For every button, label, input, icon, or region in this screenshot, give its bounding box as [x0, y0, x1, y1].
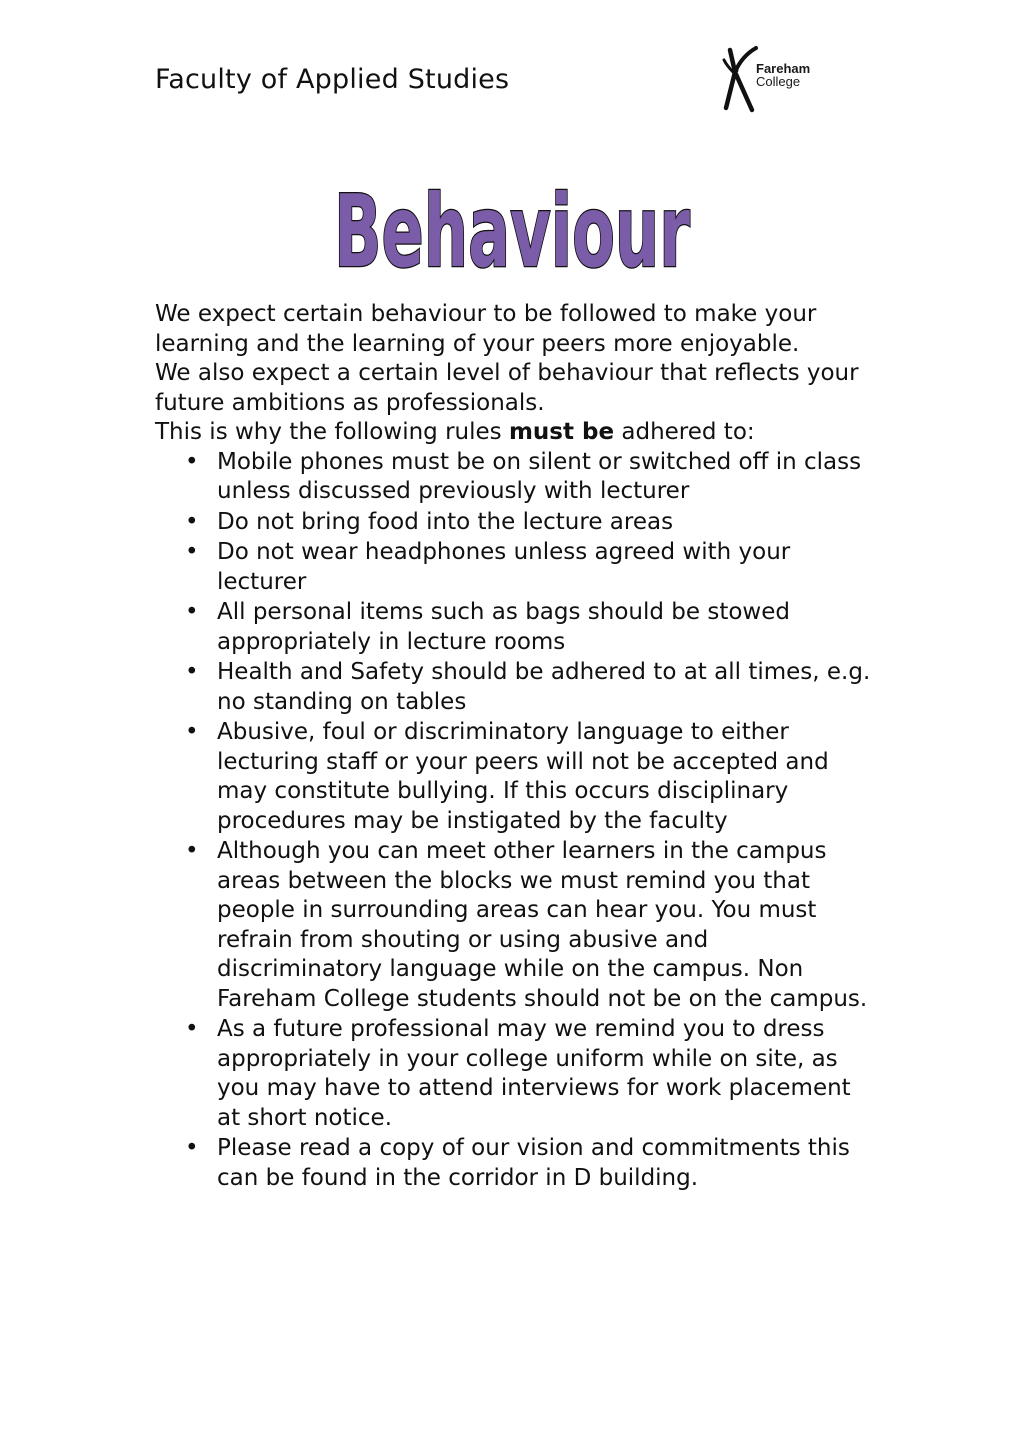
- page-title: [0, 163, 1024, 290]
- rule-item: • Please read a copy of our vision and commitments this can be found in the corridor in D building.: [217, 1134, 875, 1193]
- rule-item: • Do not wear headphones unless agreed with your lecturer: [217, 538, 875, 597]
- rule-item: • Do not bring food into the lecture areas: [217, 508, 875, 538]
- college-logo: [722, 46, 822, 116]
- logo-line-1: Fareham: [756, 61, 811, 76]
- intro-text-before: This is why the following rules: [155, 419, 509, 445]
- intro-paragraph-2: We also expect a certain level of behaviour that reflects your future ambitions as professionals.: [155, 360, 859, 416]
- rule-item: • Mobile phones must be on silent or switched off in class unless discussed previously with lecturer: [217, 448, 875, 507]
- intro-paragraph-3: [155, 418, 875, 448]
- logo-wordmark: [756, 62, 810, 88]
- intro-emphasis: must be: [508, 419, 615, 445]
- intro-text-after: adhered to:: [614, 419, 755, 445]
- rule-item: • Health and Safety should be adhered to at all times, e.g. no standing on tables: [217, 658, 875, 717]
- rule-item: • As a future professional may we remind you to dress appropriately in your college uniform while on site, as you may have to attend interviews for work placement at short notice.: [217, 1015, 875, 1133]
- rules-list: [155, 448, 875, 1194]
- title-wordart: [322, 163, 702, 290]
- rule-item: • Although you can meet other learners in the campus areas between the blocks we must remind you that people in surrounding areas can hear you. You must refrain from shouting or using abusive and discriminatory language while on the campus. Non Fareham College students should not be on the campus.: [217, 837, 875, 1014]
- title-text: Behaviour: [334, 173, 691, 290]
- rule-item: • Abusive, foul or discriminatory language to either lecturing staff or your peers will not be accepted and may constitute bullying. If this occurs disciplinary procedures may be instigated by the faculty: [217, 718, 875, 836]
- faculty-title: Faculty of Applied Studies: [155, 64, 510, 95]
- rule-item: • All personal items such as bags should be stowed appropriately in lecture rooms: [217, 598, 875, 657]
- logo-line-2: College: [756, 74, 801, 89]
- body-content: [155, 300, 875, 1194]
- intro-paragraph-1: We expect certain behaviour to be followed to make your learning and the learning of your peers more enjoyable.: [155, 301, 817, 357]
